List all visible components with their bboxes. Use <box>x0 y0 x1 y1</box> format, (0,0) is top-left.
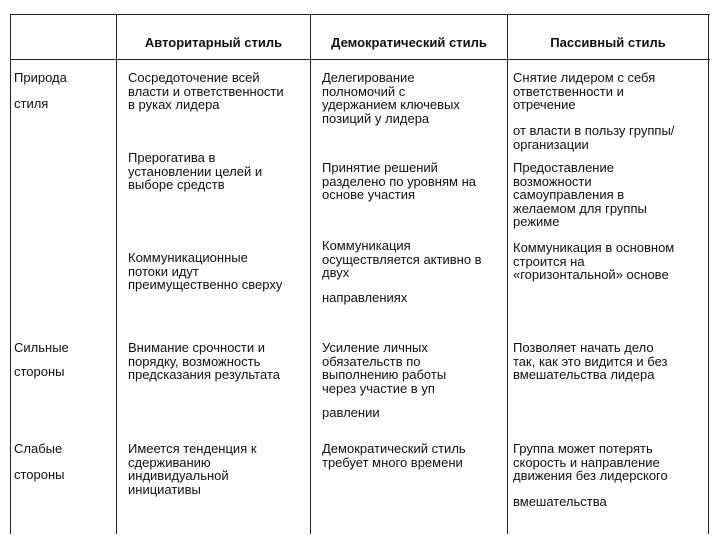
weaknesses-passive-b: вмешательства <box>513 494 607 509</box>
strengths-democratic: Усиление личных обязательств по выполнению работы через участие в уп <box>322 340 447 396</box>
nature-democratic-3: Коммуникация осуществляется активно в двух <box>322 238 482 280</box>
nature-passive-2: Предоставление возможности самоуправления в желаемом для группы режиме <box>513 160 647 229</box>
nature-democratic-3b: направлениях <box>322 290 408 305</box>
nature-passive-1b: от власти в пользу группы/ организации <box>513 123 675 152</box>
row-label-strengths-1: Сильные <box>14 340 69 355</box>
header-authoritarian: Авторитарный стиль <box>144 35 283 50</box>
row-label-nature-1: Природа <box>14 70 67 85</box>
leadership-styles-table <box>10 14 710 534</box>
header-divider <box>10 59 710 60</box>
row-label-weaknesses-2: стороны <box>14 467 65 482</box>
nature-authoritarian-3: Коммуникационные потоки идут преимущественно сверху <box>128 250 283 292</box>
header-democratic: Демократический стиль <box>331 35 487 50</box>
strengths-passive: Позволяет начать дело так, как это видится и без вмешательства лидера <box>513 340 668 382</box>
nature-passive-3: Коммуникация в основном строится на «горизонтальной» основе <box>513 240 675 282</box>
row-label-strengths-2: стороны <box>14 364 65 379</box>
strengths-authoritarian: Внимание срочности и порядку, возможность предсказания результата <box>128 340 280 382</box>
nature-democratic-1: Делегирование полномочий с удержанием ключевых позиций у лидера <box>322 70 460 126</box>
row-label-nature-2: стиля <box>14 96 49 111</box>
nature-authoritarian-1: Сосредоточение всей власти и ответственности в руках лидера <box>128 70 284 112</box>
column-divider-1 <box>116 14 117 534</box>
table-border-right <box>708 14 709 534</box>
weaknesses-passive: Группа может потерять скорость и направление движения без лидерского <box>513 441 668 483</box>
column-divider-2 <box>310 14 311 534</box>
row-label-weaknesses-1: Слабые <box>14 441 63 456</box>
strengths-democratic-b: равлении <box>322 405 380 420</box>
nature-passive-1: Снятие лидером с себя ответственности и отречение <box>513 70 656 112</box>
nature-authoritarian-2: Прерогатива в установлении целей и выборе средств <box>128 150 263 192</box>
weaknesses-authoritarian: Имеется тенденция к сдерживанию индивидуальной инициативы <box>128 441 257 497</box>
nature-democratic-2: Принятие решений разделено по уровням на основе участия <box>322 160 476 202</box>
column-divider-3 <box>507 14 508 534</box>
table-border-left <box>10 14 11 534</box>
weaknesses-democratic: Демократический стиль требует много времени <box>322 441 466 470</box>
table-border-top <box>10 14 710 15</box>
header-passive: Пассивный стиль <box>550 35 666 50</box>
